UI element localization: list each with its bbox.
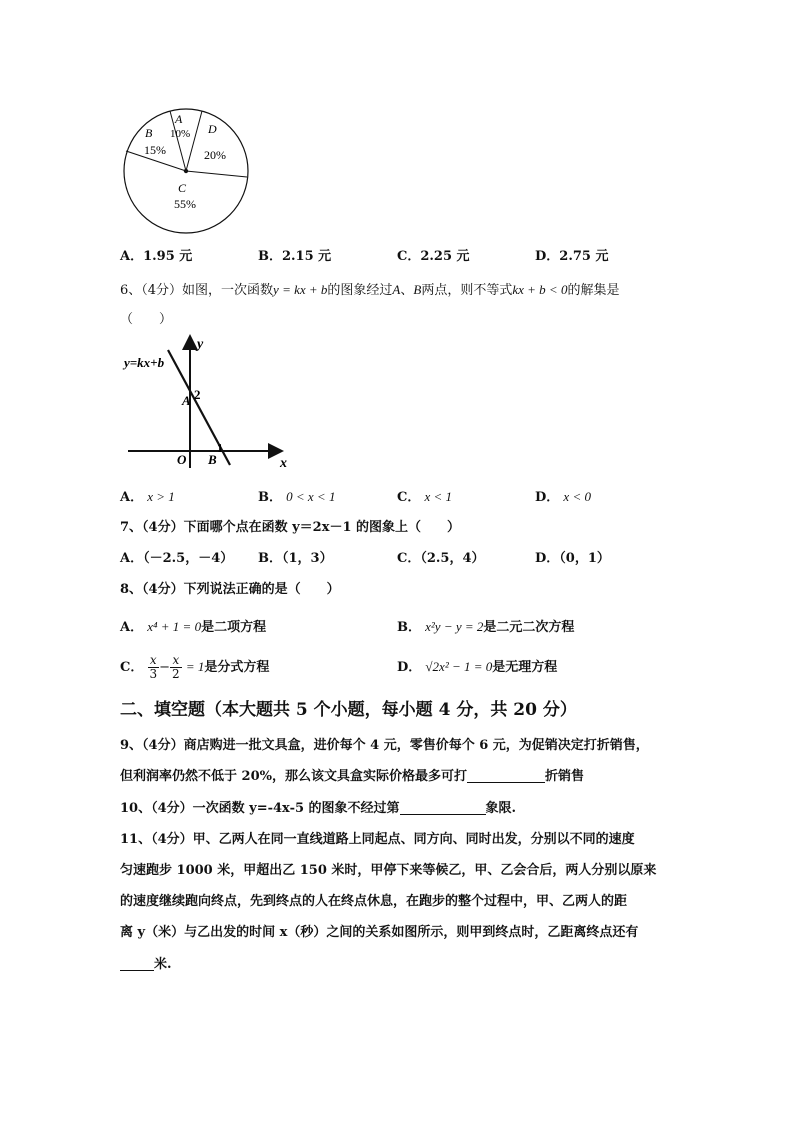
- q6-paren: （ ）: [120, 312, 173, 327]
- q9-answer-blank[interactable]: [467, 768, 545, 783]
- graph-x-label: x: [280, 456, 287, 471]
- q11-answer-blank[interactable]: [120, 956, 154, 971]
- q6-option-b: B． 0 < x < 1: [258, 489, 336, 505]
- q6-option-d: D． x < 0: [535, 489, 591, 505]
- q11-line1: 11、（4分）甲、乙两人在同一直线道路上同起点、同方向、同时出发，分别以不同的速度: [120, 832, 635, 847]
- graph-line-label: y=kx+b: [124, 355, 165, 370]
- pie-chart: [118, 105, 258, 235]
- pie-pct-c: 55%: [174, 197, 196, 211]
- q8-option-b: B． x²y − y = 2是二元二次方程: [397, 619, 575, 635]
- graph-y-label: y: [197, 337, 204, 352]
- graph-point-b: B: [208, 452, 217, 467]
- graph-origin: O: [177, 452, 187, 467]
- q11-line3: 的速度继续跑向终点，先到终点的人在终点休息，在跑步的整个过程中，甲、乙两人的距: [120, 894, 628, 909]
- q11-line4: 离 y（米）与乙出发的时间 x（秒）之间的关系如图所示，则甲到终点时，乙距离终点还有: [120, 925, 639, 940]
- pie-label-c: C: [178, 181, 187, 195]
- q8-option-d: D． √2x² − 1 = 0是无理方程: [397, 659, 558, 675]
- q7-option-b: B．（1，3）: [258, 551, 333, 566]
- graph-point-a: A: [182, 393, 191, 408]
- section-title: 二、填空题（本大题共 5 个小题，每小题 4 分，共 20 分）: [120, 700, 577, 720]
- pie-label-b: B: [145, 126, 153, 140]
- q5-option-b: B．2.15 元: [258, 249, 332, 264]
- q8-option-c: C． $\frac{x}{3}$ − $\frac{x}{2}$ = 1是分式方程: [120, 653, 270, 681]
- q11-line2: 匀速跑步 1000 米，甲超出乙 150 米时，甲停下来等候乙，甲、乙会合后，两人分别以原来: [120, 863, 657, 878]
- q5-option-a: A．1.95 元: [120, 249, 193, 264]
- q8-question: 8、（4分）下列说法正确的是（ ）: [120, 582, 340, 597]
- q5-option-c: C．2.25 元: [397, 249, 470, 264]
- pie-pct-a: 10%: [170, 128, 191, 140]
- q7-option-d: D．（0，1）: [535, 551, 610, 566]
- q7-option-a: A．（－2.5，－4）: [120, 551, 234, 566]
- pie-label-d: D: [208, 122, 217, 136]
- q10-question: 10、（4分）一次函数 y=-4x-5 的图象不经过第 象限.: [120, 801, 517, 816]
- q6-option-c: C． x < 1: [397, 489, 453, 505]
- q6-option-a: A． x > 1: [120, 489, 175, 505]
- q10-answer-blank[interactable]: [400, 800, 486, 815]
- q7-question: 7、（4分）下面哪个点在函数 y＝2x－1 的图象上（ ）: [120, 520, 461, 535]
- q6-graph: [120, 330, 300, 475]
- pie-pct-b: 15%: [144, 143, 166, 157]
- q7-option-c: C．（2.5，4）: [397, 551, 485, 566]
- q9-line2: 但利润率仍然不低于 20%，那么该文具盒实际价格最多可打 折销售: [120, 769, 584, 784]
- graph-x-intercept: 1: [217, 441, 223, 455]
- q11-line5: 米.: [120, 956, 172, 974]
- q5-option-d: D．2.75 元: [535, 249, 609, 264]
- pie-label-a: A: [175, 112, 183, 126]
- pie-pct-d: 20%: [204, 148, 226, 162]
- graph-y-intercept: 2: [194, 387, 201, 402]
- q6-question: 6、（4分）如图，一次函数y = kx + b的图象经过A、B两点，则不等式kx + b < 0的解集是: [120, 282, 620, 298]
- q8-option-a: A． x⁴ + 1 = 0是二项方程: [120, 619, 267, 635]
- q9-line1: 9、（4分）商店购进一批文具盒，进价每个 4 元，零售价每个 6 元，为促销决定打折销售，: [120, 738, 649, 753]
